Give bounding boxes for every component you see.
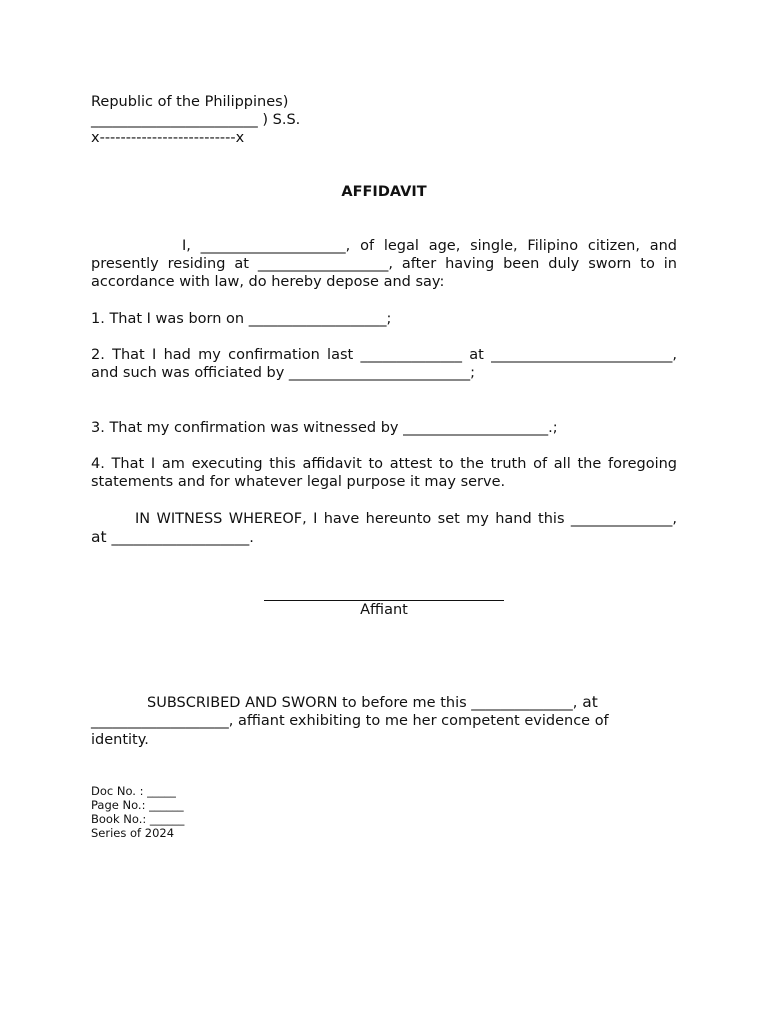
witness-text: IN WITNESS WHEREOF, I have hereunto set my hand this ______________, (135, 511, 677, 527)
caption-venue-line: _______________________ ) S.S. (91, 112, 301, 128)
item-1: 1. That I was born on ___________________; (91, 311, 392, 327)
book-no: Book No.: ______ (91, 812, 185, 826)
series-year: Series of 2024 (91, 826, 175, 840)
jurat-line-1 (147, 693, 598, 712)
witness-paragraph (91, 509, 677, 547)
intro-paragraph: I, ____________________, of legal age, single, Filipino citizen, and presently residing at __________________, after having been duly sworn to in accordance with law, do hereby depose and say: (91, 238, 677, 291)
jurat-line-3: identity. (91, 732, 149, 748)
page-no: Page No.: ______ (91, 798, 184, 812)
witness-at: at (91, 528, 112, 547)
caption-separator: x--------------------------x (91, 130, 245, 146)
doc-no: Doc No. : _____ (91, 784, 176, 798)
signature-line (264, 586, 504, 601)
jurat-line-1-text: SUBSCRIBED AND SWORN to before me this ______________, (147, 695, 578, 711)
jurat-line-2: ___________________, affiant exhibiting to me her competent evidence of (91, 713, 609, 729)
affiant-label: Affiant (360, 602, 408, 618)
item-4: 4. That I am executing this affidavit to attest to the truth of all the foregoing statements and for whatever legal purpose it may serve. (91, 456, 677, 491)
witness-place-blank: ___________________. (111, 530, 254, 547)
caption-republic: Republic of the Philippines) (91, 94, 289, 110)
jurat-line-1-at: at (577, 693, 598, 711)
item-2: 2. That I had my confirmation last ______________ at _________________________, and such was officiated by _________________________; (91, 347, 677, 382)
document-title: AFFIDAVIT (341, 184, 427, 200)
item-3: 3. That my confirmation was witnessed by ____________________.; (91, 420, 558, 436)
